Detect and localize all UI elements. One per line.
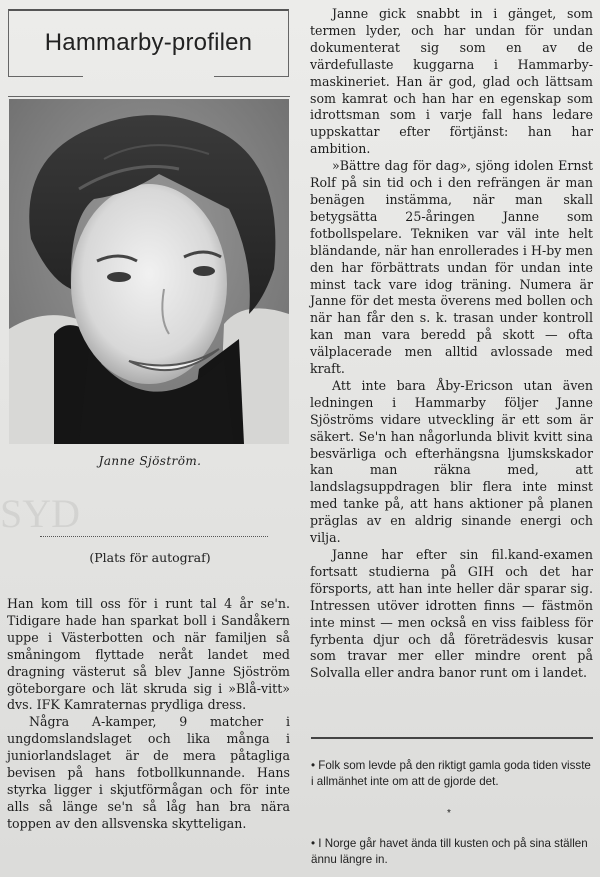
portrait-image xyxy=(9,99,289,444)
left-paragraph: Han kom till oss för i runt tal 4 år se'n. Tidigare hade han sparkat boll i Sandåkern uppe i Västerbotten och när familjen så småningom flyttade neråt landet med dragning västerut så blev Janne Sjöström göteborgare och lät skruda sig i »Blå-vitt» dvs. IFK Kamraternas prydliga dress. xyxy=(7,596,290,713)
note-separator: * xyxy=(447,808,451,819)
note-item: • Folk som levde på den riktigt gamla goda tiden visste i allmänhet inte om att de gjorde det. xyxy=(311,759,591,788)
portrait-photo xyxy=(9,99,289,444)
title-box-bottom-left-rule xyxy=(8,76,83,77)
notes-divider xyxy=(311,737,593,739)
left-paragraph: Några A-kamper, 9 matcher i ungdomslandslaget och lika många i juniorlandslaget är de mera påtagliga bevisen på hans fotbollkunnande. Hans styrka ligger i skjutförmågan och för inte alls så länge se'n så låg han bra nära toppen av den allsvenska skytteligan. xyxy=(7,714,290,831)
photo-top-rule xyxy=(8,96,290,97)
photo-caption: Janne Sjöström. xyxy=(98,454,202,468)
title-box xyxy=(8,9,289,77)
right-paragraph: Att inte bara Åby-Ericson utan även ledningen i Hammarby följer Janne Sjöströms vidare utveckling är ett som är säkert. Se'n han någorlunda blivit kvitt sina besvärliga och efterhängsna ljumskskador kan man räkna med, att landslagsuppdragen blir flera inte minst med tanke på, att hans aktioner på planen präglas av en aldrig sinande energi och vilja. xyxy=(310,377,593,546)
autograph-label: (Plats för autograf) xyxy=(89,550,211,565)
right-paragraph: »Bättre dag för dag», sjöng idolen Ernst Rolf på sin tid och i den refrängen är man benägen instämma, när man skall betygsätta 25-åringen Janne som fotbollspelare. Tekniken var väl inte helt bländande, när han enrollerades i H-by men den har förbättrats undan för undan inte minst tack vare idog träning. Numera är Janne för det mesta överens med bollen och när han får den s. k. trasan under kontroll kan man vara beredd på skott — ofta välplacerade men alltid avlossade med kraft. xyxy=(310,158,593,377)
autograph-dotted-line xyxy=(40,536,268,537)
left-column-text xyxy=(7,596,290,833)
note-item: • I Norge går havet ända till kusten och på sina ställen ännu längre in. xyxy=(311,837,588,866)
bleed-through-text: SYD xyxy=(0,491,81,536)
right-paragraph: Janne har efter sin fil.kand-examen fortsatt studierna på GIH och det har försports, att han inte heller där sparar sig. Intressen utöver idrotten finns — fästmön inte minst — men också en viss faibless för fyrbenta djur och då företrädesvis kusar som travar mer eller mindre orent på Solvalla eller andra banor runt om i landet. xyxy=(310,547,593,681)
right-column-text xyxy=(310,6,593,682)
title-box-bottom-right-rule xyxy=(214,76,289,77)
right-paragraph: Janne gick snabbt in i gänget, som termen lyder, och har undan för undan dokumenterat sig som en av de värdefullaste kuggarna i Hammarby-maskineriet. Han är god, glad och lättsam som kamrat och han har en egenskap som idrottsman som i varje fall hans ledare uppskattar efter förtjänst: han har ambition. xyxy=(310,6,593,157)
page-title: Hammarby-profilen xyxy=(44,29,253,56)
